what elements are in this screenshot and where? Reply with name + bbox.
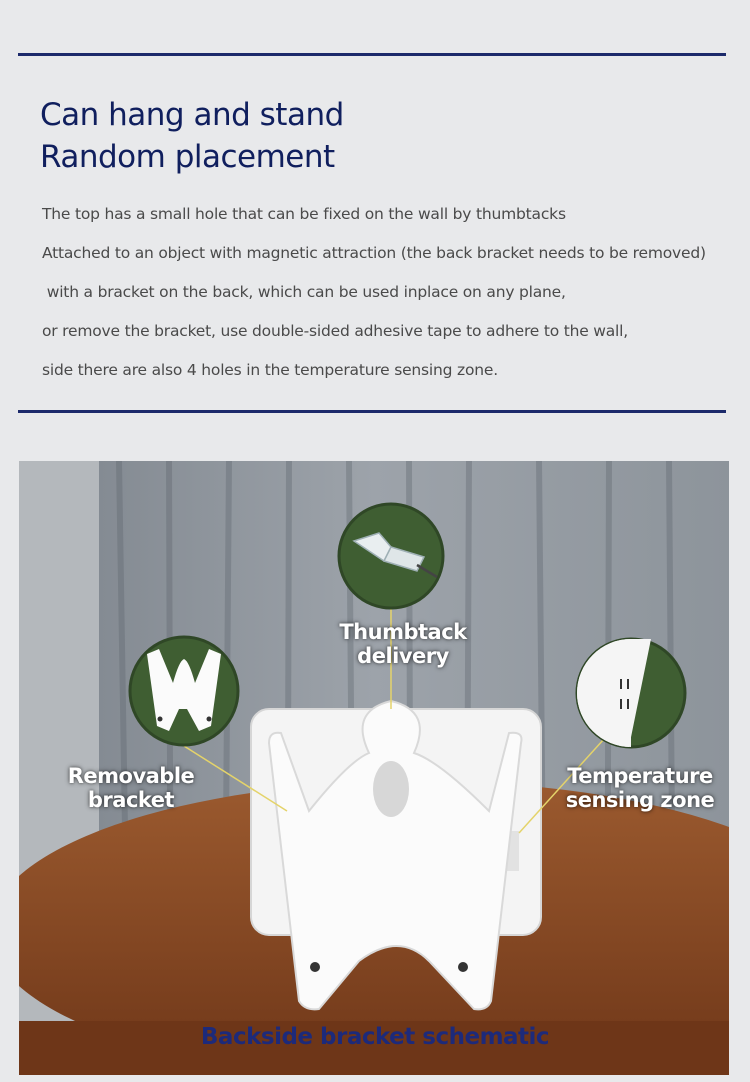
bracket-label-line-2: bracket <box>87 788 175 812</box>
description-line: or remove the bracket, use double-sided adhesive tape to adhere to the wall, <box>42 322 629 340</box>
description-line: side there are also 4 holes in the temperature sensing zone. <box>42 361 498 379</box>
description-line: The top has a small hole that can be fixed on the wall by thumbtacks <box>42 205 566 223</box>
page-title <box>40 94 344 178</box>
description-line: with a bracket on the back, which can be used inplace on any plane, <box>42 283 566 301</box>
bottom-divider <box>18 410 726 413</box>
description-line: Attached to an object with magnetic attraction (the back bracket needs to be removed) <box>42 244 706 262</box>
description <box>42 195 747 390</box>
photo-caption: Backside bracket schematic <box>200 1024 550 1050</box>
temperature-label-line-2: sensing zone <box>565 788 715 812</box>
title-line-1: Can hang and stand <box>40 97 344 133</box>
bracket-label-line-1: Removable <box>67 764 195 788</box>
title-line-2: Random placement <box>40 139 335 175</box>
temperature-label <box>558 764 722 812</box>
temperature-label-line-1: Temperature <box>567 764 713 788</box>
bracket-label <box>60 764 202 812</box>
thumbtack-label: Thumbtack delivery <box>339 620 467 668</box>
top-divider <box>18 53 726 56</box>
